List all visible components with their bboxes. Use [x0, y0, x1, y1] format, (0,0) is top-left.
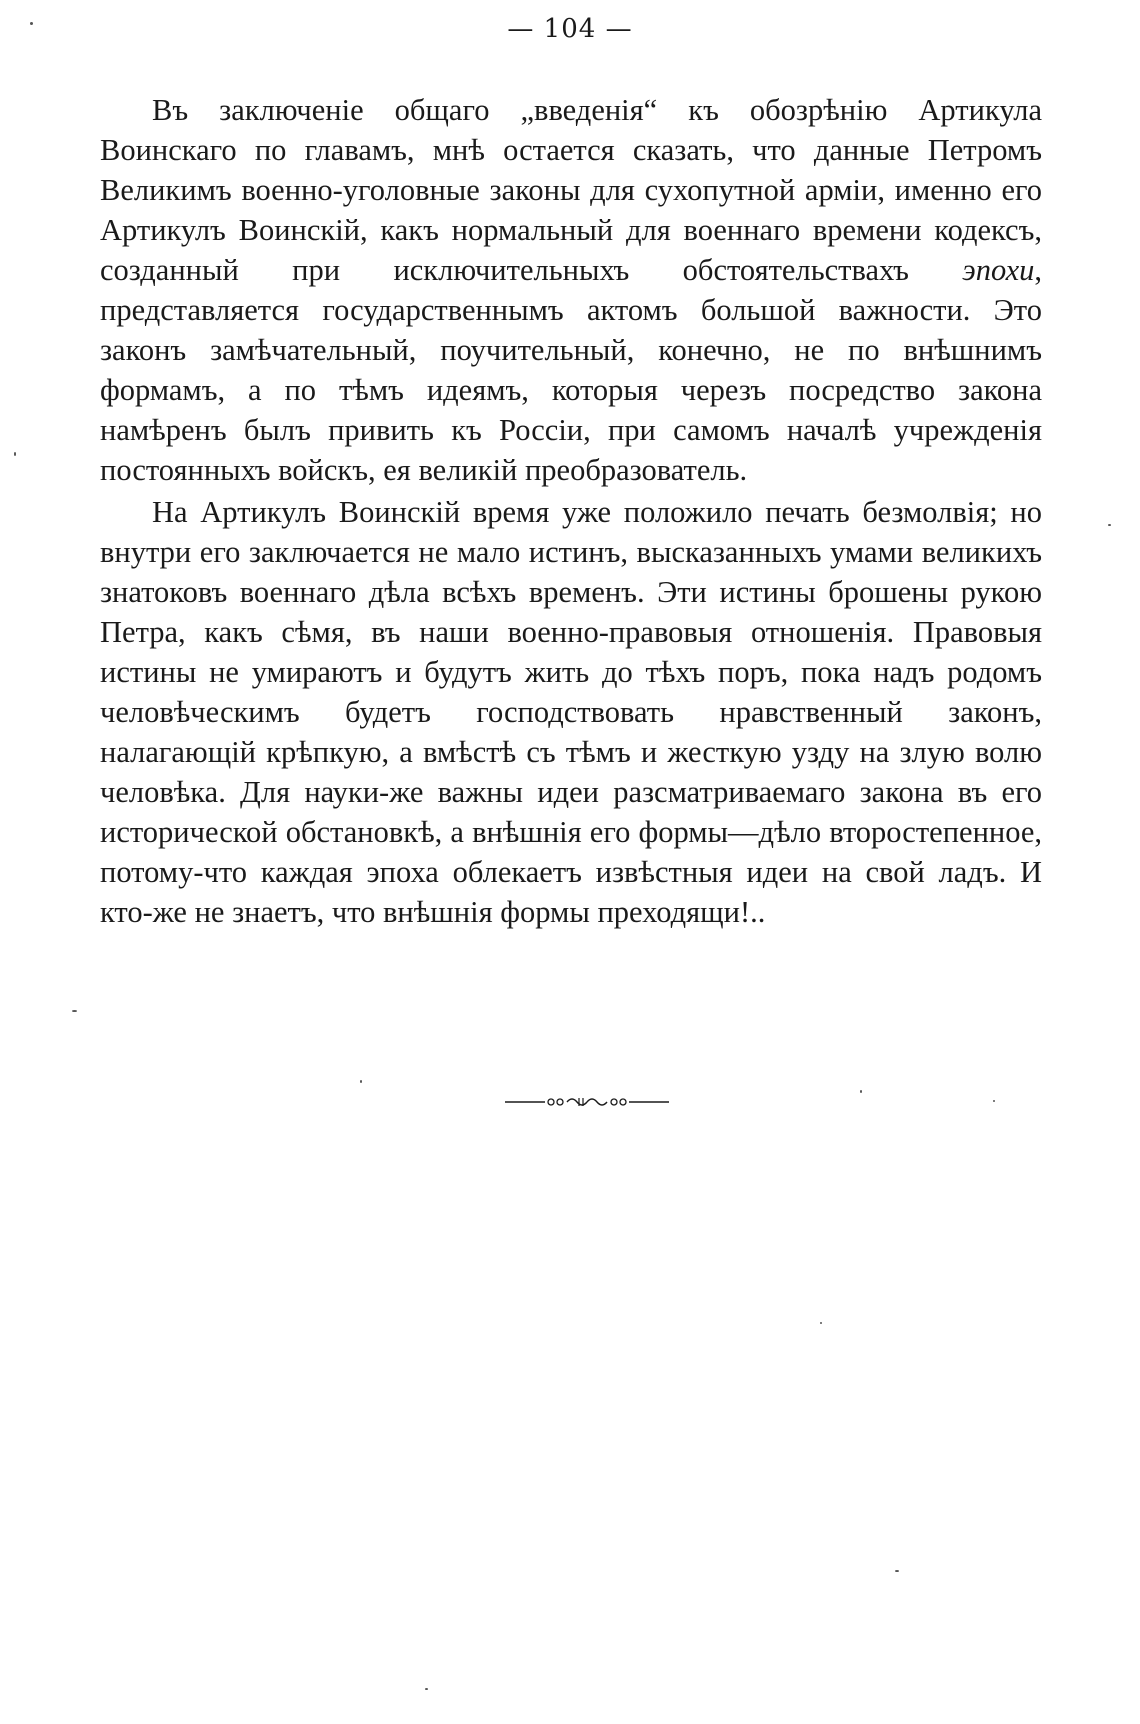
- paragraph-1: [100, 90, 1042, 490]
- speck: [72, 1010, 77, 1012]
- speck: [30, 22, 33, 25]
- speck: [860, 1090, 862, 1093]
- body-text: [100, 90, 1042, 932]
- speck: [1108, 524, 1111, 526]
- speck: [895, 1570, 899, 1572]
- speck: [360, 1080, 362, 1083]
- speck: [14, 452, 16, 456]
- speck: [993, 1100, 995, 1102]
- speck: [425, 1688, 428, 1690]
- page-number: — 104 —: [507, 14, 633, 44]
- paragraph-1-emphasis: эпохи: [962, 253, 1035, 287]
- speck: [820, 1322, 822, 1324]
- paragraph-2: На Артикулъ Воинскiй время уже положило печать безмолвiя; но внутри его заключается не мало истинъ, высказанныхъ умами великихъ знатоковъ военнаго дѣла всѣхъ временъ. Эти истины брошены рукою Петра, какъ сѣмя, въ наши военно-правовыя отношенiя. Правовыя истины не умираютъ и будутъ жить до тѣхъ поръ, пока надъ родомъ человѣческимъ будетъ господствовать нравственный законъ, налагающiй крѣпкую, а вмѣстѣ съ тѣмъ и жесткую узду на злую волю человѣка. Для науки-же важны идеи разсматриваемаго закона въ его исторической обстановкѣ, а внѣшнiя его формы—дѣло второстепенное, потому-что каждая эпоха облекаетъ извѣстныя идеи на свой ладъ. И кто-же не знаетъ, что внѣшнiя формы преходящи!..: [100, 495, 1042, 929]
- paragraph-1-after: , представляется государственнымъ актомъ большой важности. Это законъ замѣчательный, поучительный, конечно, не по внѣшнимъ формамъ, а по тѣмъ идеямъ, которыя черезъ посредство закона намѣренъ былъ привить къ Россiи, при самомъ началѣ учрежденiя постоянныхъ войскъ, ея великiй преобразователь.: [100, 253, 1042, 487]
- end-flourish-icon: [505, 1096, 669, 1108]
- paragraph-1-before: Въ заключенiе общаго „введенiя“ къ обозрѣнiю Артикула Воинскаго по главамъ, мнѣ остается сказать, что данные Петромъ Великимъ военно-уголовные законы для сухопутной армiи, именно его Артикулъ Воинскiй, какъ нормальный для военнаго времени кодексъ, созданный при исключительныхъ обстоятельствахъ: [100, 93, 1042, 287]
